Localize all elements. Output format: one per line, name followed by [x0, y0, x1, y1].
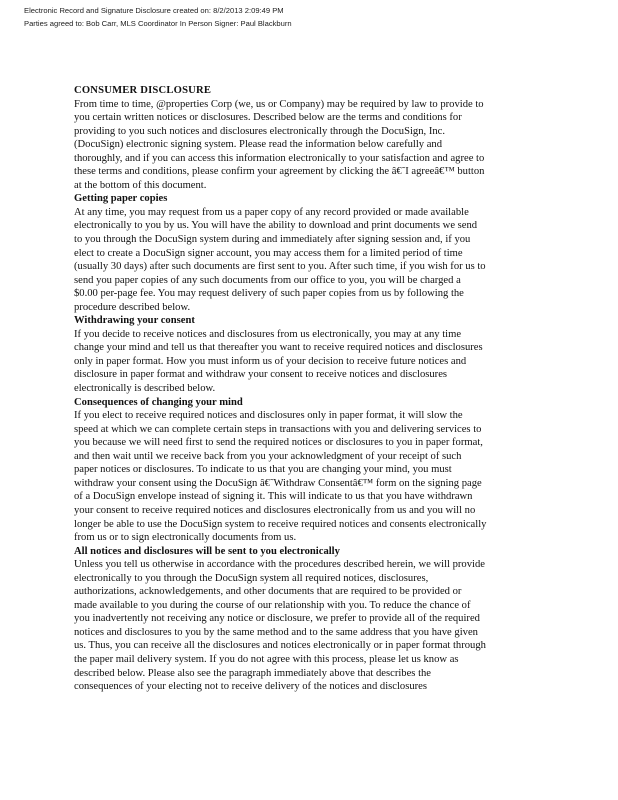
document-title: CONSUMER DISCLOSURE [74, 85, 212, 96]
section-line: described below. Please also see the paragraph immediately above that describes the [74, 667, 432, 679]
section-heading: Withdrawing your consent [74, 315, 195, 327]
section-line: from us or to sign electronically documents from us. [74, 532, 297, 544]
section-line: If you elect to receive required notices and disclosures only in paper format, it will slow the [74, 410, 463, 422]
intro-line: these terms and conditions, please confirm your agreement by clicking the â€˜I agreeâ€™ button [74, 166, 485, 178]
section-line: procedure described below. [74, 301, 191, 313]
section-line: and then wait until we receive back from you your acknowledgment of your receipt of such [74, 450, 462, 462]
document-header [24, 4, 292, 30]
section-line: us. Thus, you can receive all the disclosures and notices electronically or in paper format through [74, 640, 486, 652]
section-line: At any time, you may request from us a paper copy of any record provided or made available [74, 206, 469, 218]
intro-line: you certain written notices or disclosures. Described below are the terms and conditions for [74, 112, 462, 124]
section-line: withdraw your consent using the DocuSign â€˜Withdraw Consentâ€™ form on the signing page [74, 477, 482, 489]
section-line: authorizations, acknowledgements, and other documents that are required to be provided or [74, 586, 462, 598]
intro-line: thoroughly, and if you can access this information electronically to your satisfaction and agree to [74, 152, 485, 164]
section-line: notices and disclosures to you by the same method and to the same address that you have given [74, 626, 478, 638]
section-line: electronically to you by us. You will have the ability to download and print documents we send [74, 220, 478, 232]
intro-line: providing to you such notices and disclosures electronically through the DocuSign, Inc. [74, 125, 445, 137]
section-line: longer be able to use the DocuSign system to receive required notices and consents electronically [74, 518, 487, 530]
consumer-disclosure-document [74, 84, 544, 694]
section-heading: Getting paper copies [74, 193, 168, 205]
section-line: you inadvertently not receiving any notice or disclosure, we prefer to provide all of the required [74, 613, 480, 625]
section-line: paper notices or disclosures. To indicate to us that you are changing your mind, you must [74, 464, 452, 476]
section-line: the paper mail delivery system. If you do not agree with this process, please let us know as [74, 653, 459, 665]
section-line: disclosure in paper format and withdraw your consent to receive notices and disclosures [74, 369, 448, 381]
section-line: electronically to you through the DocuSign system all required notices, disclosures, [74, 572, 429, 584]
section-line: speed at which we can complete certain steps in transactions with you and delivering services to [74, 423, 482, 435]
section-line: elect to create a DocuSign signer account, you may access them for a limited period of time [74, 247, 463, 259]
section-line: electronically is described below. [74, 383, 216, 395]
header-parties-line: Parties agreed to: Bob Carr, MLS Coordinator In Person Signer: Paul Blackburn [24, 19, 292, 28]
section-heading: All notices and disclosures will be sent to you electronically [74, 545, 340, 557]
section-line: If you decide to receive notices and disclosures from us electronically, you may at any time [74, 328, 462, 340]
section-line: made available to you during the course of our relationship with you. To reduce the chance of [74, 599, 471, 611]
section-line: Unless you tell us otherwise in accordance with the procedures described herein, we will provide [74, 559, 485, 571]
section-withdrawing-consent [74, 314, 544, 395]
section-notices-sent-electronically [74, 545, 544, 694]
header-created-line: Electronic Record and Signature Disclosure created on: 8/2/2013 2:09:49 PM [24, 6, 284, 15]
section-line: consequences of your electing not to receive delivery of the notices and disclosures [74, 681, 428, 693]
intro-paragraph [74, 98, 544, 193]
section-line: (usually 30 days) after such documents are first sent to you. After such time, if you wish for us to [74, 261, 486, 273]
section-line: send you paper copies of any such documents from our office to you, you will be charged a [74, 274, 461, 286]
intro-line: at the bottom of this document. [74, 179, 207, 191]
section-line: your consent to receive required notices and disclosures electronically from us and you will no [74, 504, 476, 516]
section-line: of a DocuSign envelope instead of signing it. This will indicate to us that you have withdrawn [74, 491, 473, 503]
section-line: only in paper format. How you must inform us of your decision to receive future notices and [74, 355, 467, 367]
section-getting-paper-copies [74, 192, 544, 314]
section-line: to you through the DocuSign system during and immediately after signing session and, if you [74, 234, 471, 246]
section-line: $0.00 per-page fee. You may request delivery of such paper copies from us by following the [74, 288, 464, 300]
intro-line: (DocuSign) electronic signing system. Please read the information below carefully and [74, 139, 443, 151]
section-line: change your mind and tell us that thereafter you want to receive required notices and disclosures [74, 342, 483, 354]
section-heading: Consequences of changing your mind [74, 396, 243, 408]
section-consequences-changing-mind [74, 396, 544, 545]
intro-line: From time to time, @properties Corp (we, us or Company) may be required by law to provide to [74, 98, 484, 110]
section-line: you because we will need first to send the required notices or disclosures to you in paper format, [74, 437, 483, 449]
